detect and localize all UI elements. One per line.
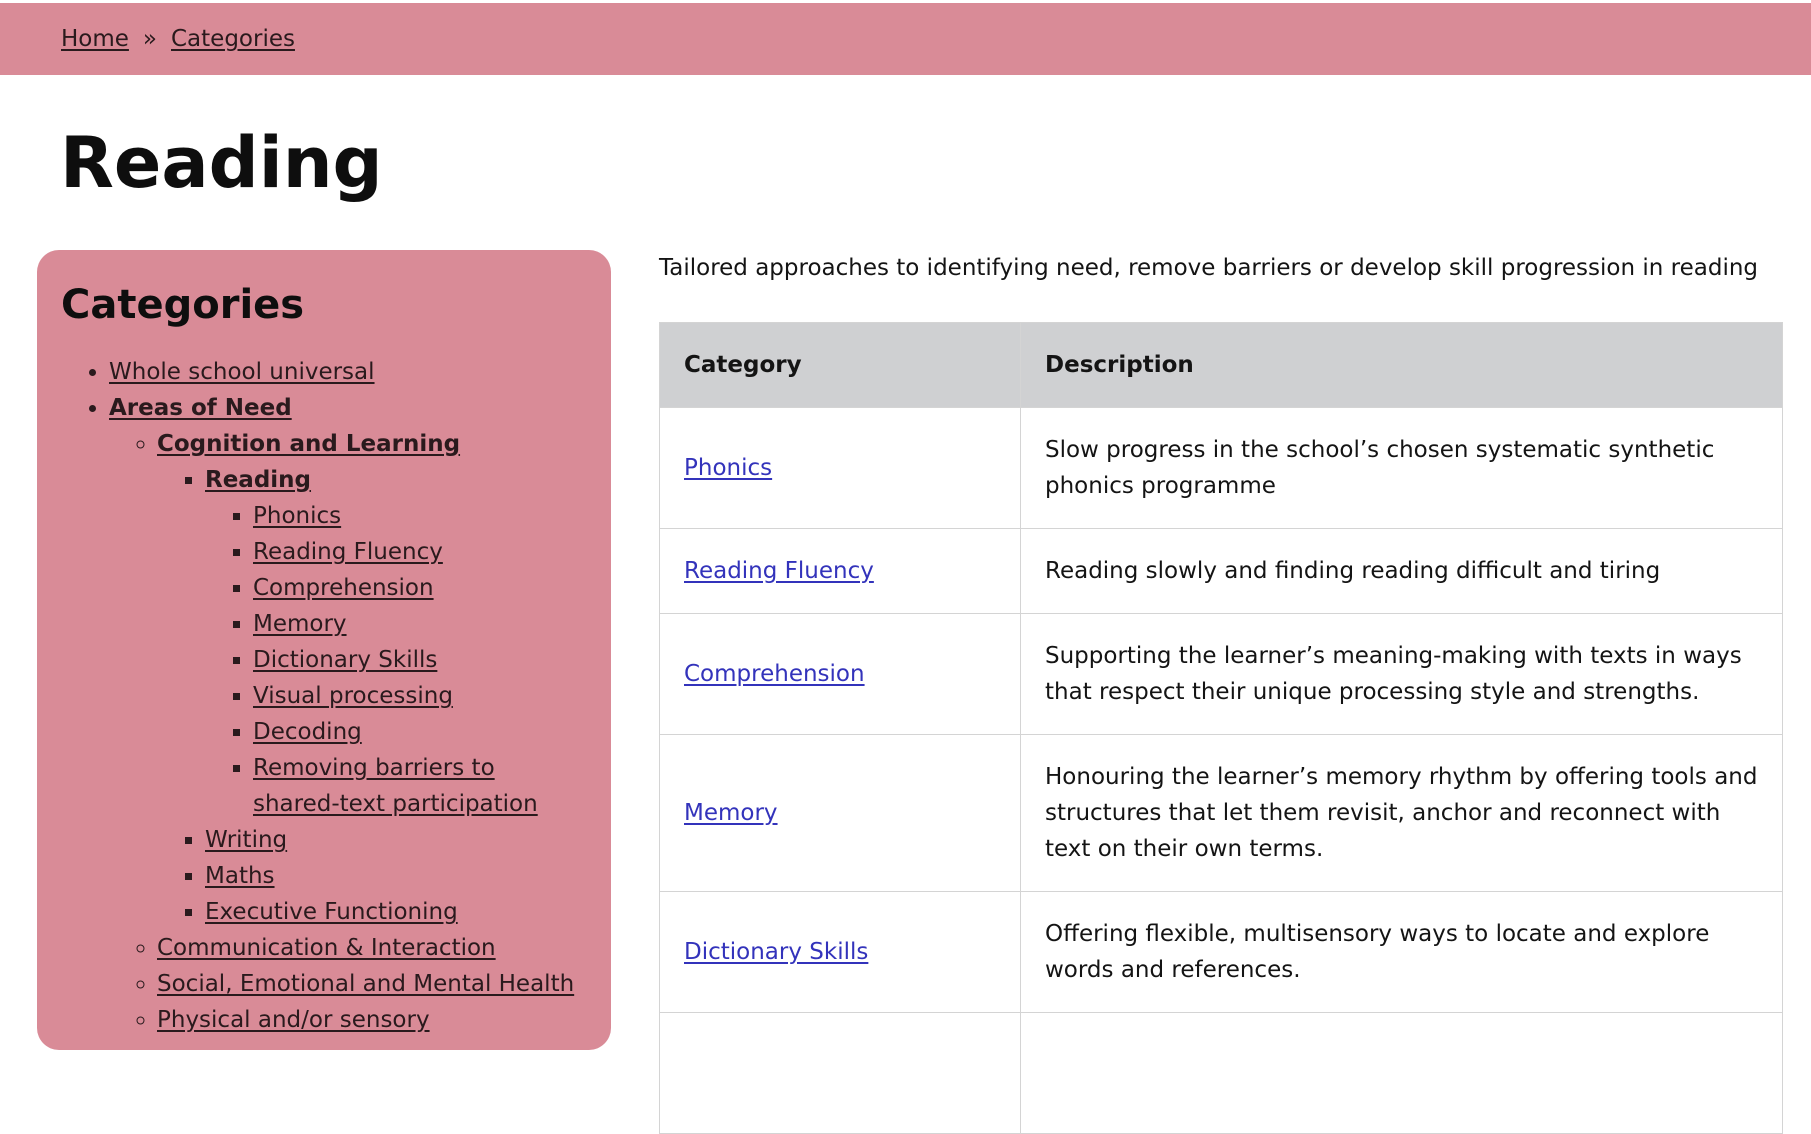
sidebar-link-comprehension[interactable]: Comprehension [253,575,434,601]
categories-table [659,322,1783,1134]
list-item [253,498,587,534]
table-cell-description [1021,1013,1783,1134]
table-cell-category [660,735,1021,892]
list-item [253,642,587,678]
breadcrumb [0,3,1811,75]
table-row [660,408,1783,529]
sidebar-heading: Categories [61,282,305,328]
table-cell-description: Slow progress in the school’s chosen systematic synthetic phonics programme [1021,408,1783,529]
table-header-row [660,323,1783,408]
list-item [157,930,587,966]
list-item [157,1002,587,1038]
sidebar-link-areas-of-need[interactable]: Areas of Need [109,395,292,421]
list-item [157,966,587,1002]
table-cell-category [660,1013,1021,1134]
list-item [253,714,587,750]
breadcrumb-categories-link[interactable]: Categories [171,26,295,52]
sidebar-link-executive-functioning[interactable]: Executive Functioning [205,899,458,925]
sidebar-link-whole-school[interactable]: Whole school universal [109,359,375,385]
page-intro: Tailored approaches to identifying need, remove barriers or develop skill progression in reading [659,255,1759,281]
sidebar-link-dictionary-skills[interactable]: Dictionary Skills [253,647,438,673]
sidebar-link-physical[interactable]: Physical and/or sensory [157,1007,430,1033]
list-item [253,534,587,570]
list-item [157,426,587,930]
sidebar-link-writing[interactable]: Writing [205,827,288,853]
list-item [205,894,587,930]
sidebar-link-cognition[interactable]: Cognition and Learning [157,431,461,457]
sublist [109,426,587,1038]
category-link-comprehension[interactable]: Comprehension [684,661,865,687]
category-link-reading-fluency[interactable]: Reading Fluency [684,558,874,584]
table-row [660,614,1783,735]
list-item [253,678,587,714]
list-item [205,462,587,822]
category-link-memory[interactable]: Memory [684,800,778,826]
column-header-category: Category [660,323,1021,408]
table-row [660,892,1783,1013]
list-item [253,570,587,606]
breadcrumb-home-link[interactable]: Home [61,26,129,52]
table-cell-category [660,408,1021,529]
page-title: Reading [60,122,383,204]
sidebar-link-semh[interactable]: Social, Emotional and Mental Health [157,971,575,997]
sidebar-link-visual-processing[interactable]: Visual processing [253,683,453,709]
sidebar-link-removing-barriers[interactable]: Removing barriers to shared-text participation [253,755,538,817]
list-item [253,606,587,642]
category-link-phonics[interactable]: Phonics [684,455,773,481]
sidebar-link-decoding[interactable]: Decoding [253,719,362,745]
sidebar-link-phonics[interactable]: Phonics [253,503,342,529]
category-tree [61,354,587,1038]
table-cell-category [660,529,1021,614]
category-link-dictionary-skills[interactable]: Dictionary Skills [684,939,869,965]
table-row [660,529,1783,614]
sidebar-link-maths[interactable]: Maths [205,863,275,889]
table-cell-description: Honouring the learner’s memory rhythm by offering tools and structures that let them revisit, anchor and reconnect with text on their own terms. [1021,735,1783,892]
categories-sidebar [37,250,611,1050]
sidebar-link-communication[interactable]: Communication & Interaction [157,935,496,961]
table-row [660,735,1783,892]
list-item [205,822,587,858]
sublist [157,462,587,930]
list-item [205,858,587,894]
table-row [660,1013,1783,1134]
breadcrumb-separator: » [142,26,157,52]
sublist [205,498,587,822]
table-cell-description: Supporting the learner’s meaning-making with texts in ways that respect their unique processing style and strengths. [1021,614,1783,735]
sidebar-link-memory[interactable]: Memory [253,611,347,637]
table-cell-category [660,614,1021,735]
sidebar-link-reading[interactable]: Reading [205,467,312,493]
sidebar-link-reading-fluency[interactable]: Reading Fluency [253,539,443,565]
table-cell-description: Offering flexible, multisensory ways to locate and explore words and references. [1021,892,1783,1013]
table-cell-category [660,892,1021,1013]
table-cell-description: Reading slowly and finding reading difficult and tiring [1021,529,1783,614]
list-item [253,750,587,822]
list-item [109,354,587,390]
list-item [109,390,587,1038]
column-header-description: Description [1021,323,1783,408]
